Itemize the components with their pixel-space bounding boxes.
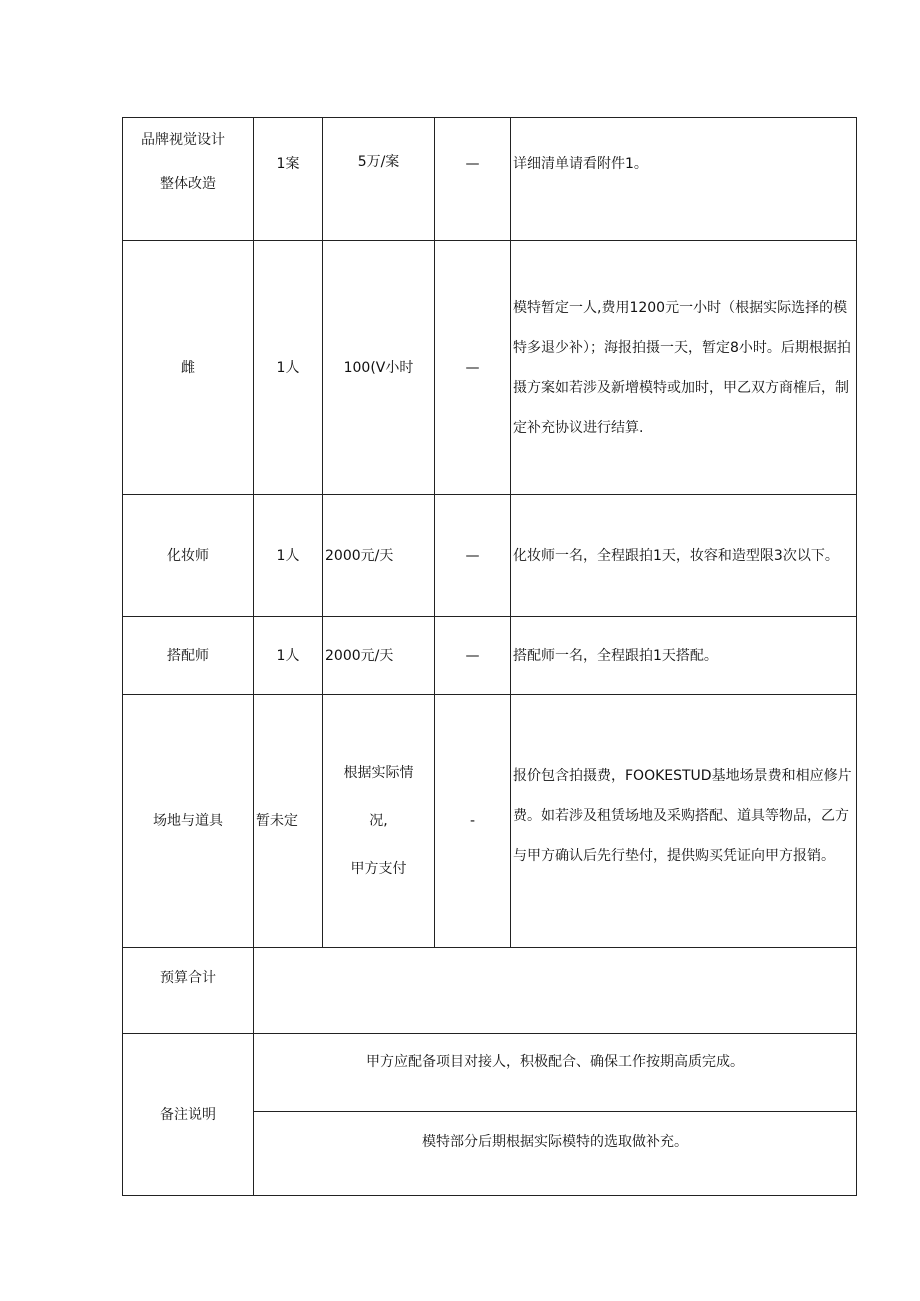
note-cell [511, 695, 857, 948]
remarks-label: 备注说明 [160, 1106, 216, 1123]
qty-cell [254, 495, 323, 617]
price-value: 100(V小时 [343, 359, 414, 376]
item-name: 搭配师 [167, 647, 209, 664]
remarks-line: 模特部分后期根据实际模特的选取做补充。 [422, 1134, 688, 1150]
table-row [123, 695, 857, 948]
budget-label-cell [123, 948, 254, 1034]
remarks-line-cell [254, 1034, 857, 1112]
dash-value: — [465, 359, 480, 376]
item-name: 雌 [181, 359, 195, 376]
item-name-line: 品牌视觉设计 [141, 132, 225, 148]
dash-value: - [469, 813, 476, 829]
budget-row [123, 948, 857, 1034]
price-cell [323, 118, 435, 241]
dash-cell [435, 241, 511, 495]
remarks-row [123, 1034, 857, 1112]
item-name-line: 整体改造 [160, 176, 216, 192]
qty-value: 1人 [276, 547, 300, 564]
price-cell [323, 617, 435, 695]
budget-table [122, 117, 857, 1196]
note-text: 搭配师一名，全程跟拍1天搭配。 [513, 647, 718, 664]
qty-cell [254, 695, 323, 948]
note-text: 报价包含拍摄费，FOOKESTUD基地场景费和相应修片费。如若涉及租赁场地及采购搭配、道具等物品，乙方与甲方确认后先行垫付，提供购买凭证向甲方报销。 [513, 768, 852, 864]
note-text: 详细清单请看附件1。 [513, 156, 648, 172]
remarks-label-cell [123, 1034, 254, 1196]
price-cell [323, 695, 435, 948]
dash-value: — [465, 647, 480, 664]
note-cell [511, 617, 857, 695]
remarks-line: 甲方应配备项目对接人，积极配合、确保工作按期高质完成。 [366, 1054, 744, 1070]
table-row [123, 241, 857, 495]
price-line: 况, [369, 813, 388, 829]
item-name: 场地与道具 [153, 813, 223, 829]
item-cell [123, 695, 254, 948]
price-line: 甲方支付 [350, 861, 407, 877]
item-name: 化妆师 [167, 547, 209, 564]
price-value: 2000元/天 [325, 647, 394, 664]
qty-value: 1人 [276, 359, 300, 376]
price-value: 2000元/天 [325, 547, 394, 564]
item-cell [123, 617, 254, 695]
table-row [123, 495, 857, 617]
note-cell [511, 118, 857, 241]
price-cell [323, 495, 435, 617]
budget-label: 预算合计 [160, 970, 216, 986]
note-text: 化妆师一名，全程跟拍1天，妆容和造型限3次以下。 [513, 547, 839, 564]
item-cell [123, 241, 254, 495]
item-cell [123, 118, 254, 241]
remarks-line-cell [254, 1112, 857, 1196]
dash-cell [435, 617, 511, 695]
price-value: 5万/案 [357, 154, 400, 170]
qty-cell [254, 617, 323, 695]
table-row [123, 118, 857, 241]
qty-cell [254, 241, 323, 495]
note-cell [511, 241, 857, 495]
qty-value: 1案 [276, 156, 300, 172]
budget-value-cell [254, 948, 857, 1034]
qty-value: 暂未定 [256, 813, 298, 829]
qty-cell [254, 118, 323, 241]
price-line: 根据实际情 [343, 765, 414, 781]
qty-value: 1人 [276, 647, 300, 664]
item-cell [123, 495, 254, 617]
dash-cell [435, 118, 511, 241]
dash-value: — [465, 547, 480, 564]
dash-cell [435, 695, 511, 948]
note-text: 模特暂定一人,费用1200元一小时（根据实际选择的模特多退少补）；海报拍摄一天，暂定8小时。后期根据拍摄方案如若涉及新增模特或加时，甲乙双方商榷后，制定补充协议进行结算. [513, 299, 851, 436]
price-cell [323, 241, 435, 495]
dash-cell [435, 495, 511, 617]
table-row [123, 617, 857, 695]
note-cell [511, 495, 857, 617]
dash-value: — [465, 156, 480, 172]
